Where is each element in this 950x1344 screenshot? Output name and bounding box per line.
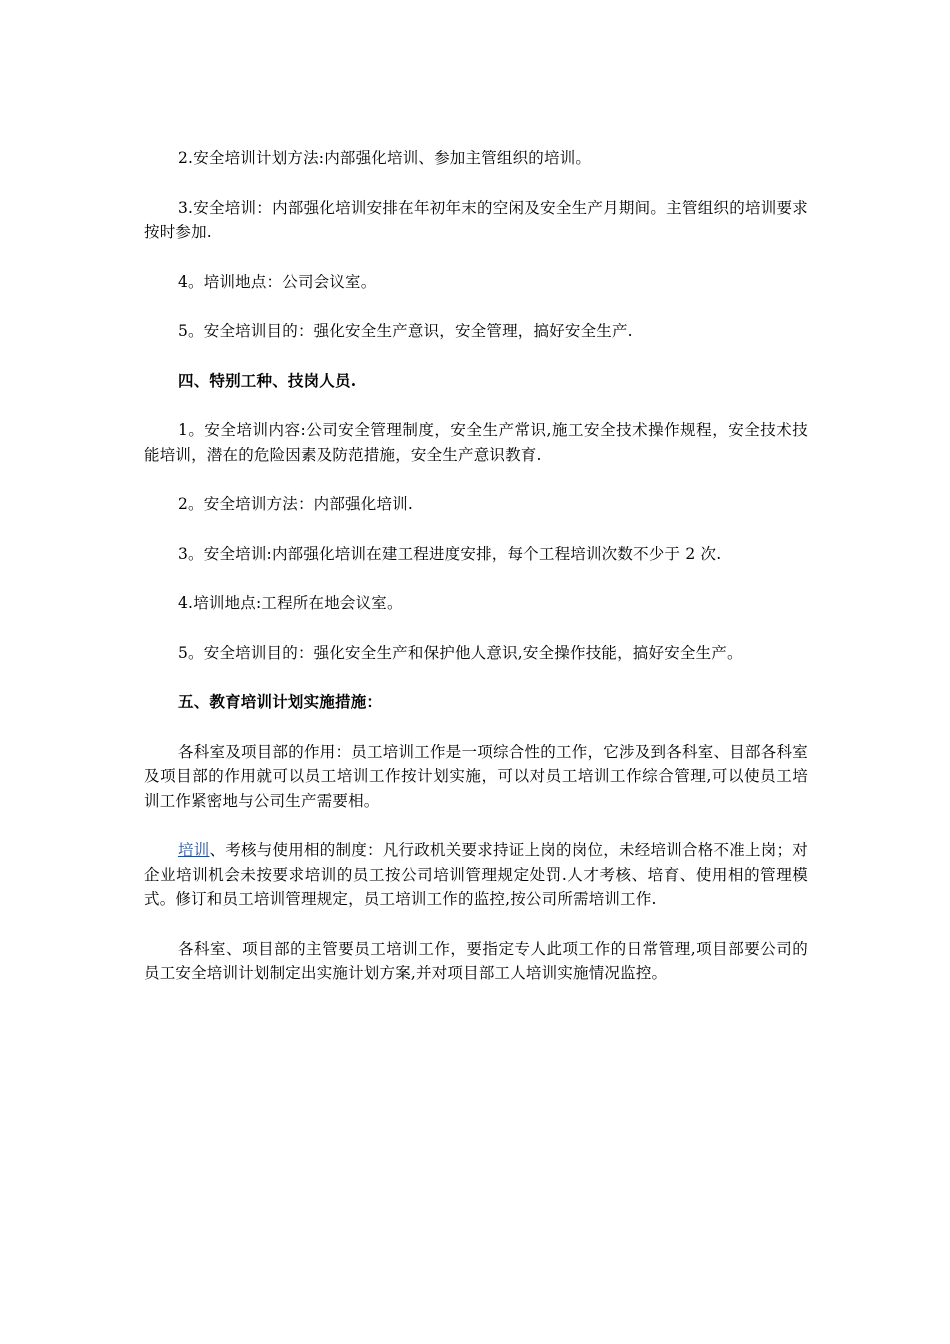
section-4-heading: 四、特别工种、技岗人员. <box>178 370 357 390</box>
sec5-paragraph-2-text: 、考核与使用相的制度：凡行政机关要求持证上岗的岗位，未经培训合格不准上岗；对企业培训机会未按要求培训的员工按公司培训管理规定处罚.人才考核、培育、使用相的管理模式。修订和员工培训管理规定，员工培训工作的监控,按公司所需培训工作. <box>144 841 809 908</box>
sec4-item-1: 1。安全培训内容:公司安全管理制度，安全生产常识,施工安全技术操作规程，安全技术技能培训，潜在的危险因素及防范措施，安全生产意识教育. <box>144 421 808 464</box>
sec3-item-3: 3.安全培训：内部强化培训安排在年初年末的空闲及安全生产月期间。主管组织的培训要求按时参加. <box>144 198 808 241</box>
document-body <box>144 146 808 1011</box>
sec5-paragraph-3: 各科室、项目部的主管要员工培训工作，要指定专人此项工作的日常管理,项目部要公司的员工安全培训计划制定出实施计划方案,并对项目部工人培训实施情况监控。 <box>144 939 808 982</box>
sec5-paragraph-1: 各科室及项目部的作用：员工培训工作是一项综合性的工作，它涉及到各科室、目部各科室及项目部的作用就可以员工培训工作按计划实施，可以对员工培训工作综合管理,可以使员工培训工作紧密地与公司生产需要相。 <box>144 742 808 810</box>
sec3-item-2: 2.安全培训计划方法:内部强化培训、参加主管组织的培训。 <box>178 149 592 167</box>
sec3-item-5: 5。安全培训目的：强化安全生产意识，安全管理，搞好安全生产. <box>178 322 633 340</box>
section-5-heading: 五、教育培训计划实施措施： <box>178 692 383 711</box>
sec3-item-4: 4。培训地点：公司会议室。 <box>178 272 377 291</box>
sec4-item-3: 3。安全培训:内部强化培训在建工程进度安排，每个工程培训次数不少于 2 次. <box>178 544 722 563</box>
sec5-paragraph-2 <box>144 838 808 912</box>
sec4-item-5: 5。安全培训目的：强化安全生产和保护他人意识,安全操作技能，搞好安全生产。 <box>178 643 743 662</box>
sec4-item-4: 4.培训地点:工程所在地会议室。 <box>178 594 403 612</box>
training-link[interactable]: 培训 <box>178 841 210 859</box>
sec4-item-2: 2。安全培训方法：内部强化培训. <box>178 495 413 513</box>
